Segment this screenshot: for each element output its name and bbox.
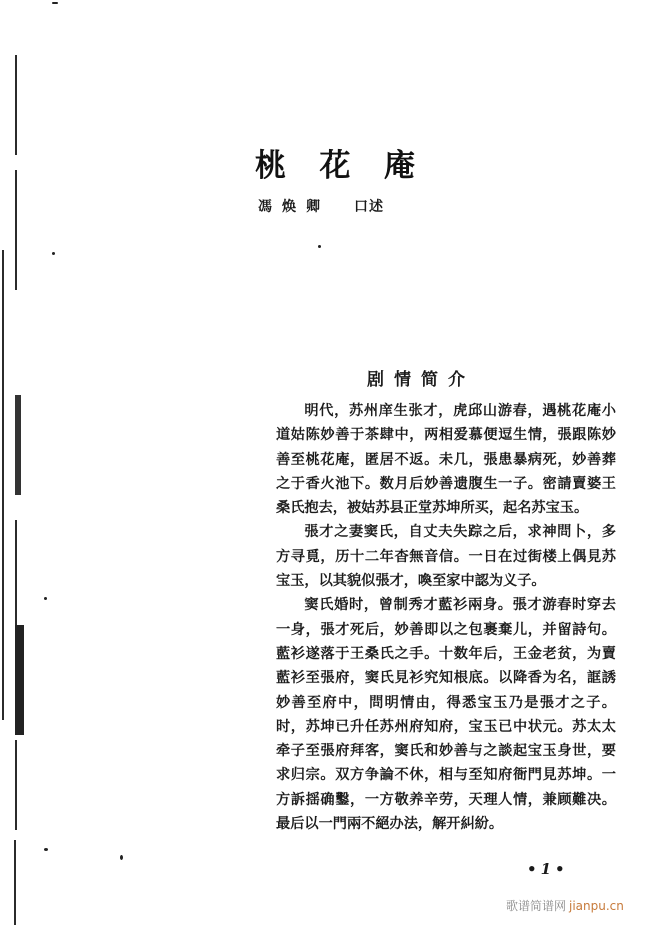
scan-binding-edge [15, 740, 17, 830]
paragraph: 張才之妻窦氏，自丈夫失踪之后，求神問卜，多方寻覓，历十二年杳無音信。一日在过街楼上偶見苏宝玉，以其貌似張才，喚至家中認为义子。 [276, 524, 616, 590]
section-heading: 剧情简介 [367, 370, 475, 390]
scan-binding-edge [15, 625, 24, 735]
scan-binding-edge [15, 170, 17, 290]
scan-binding-edge [15, 55, 17, 155]
page-number-value: 1 [540, 860, 556, 878]
scan-speck [52, 2, 58, 4]
title-char: 花 [319, 148, 351, 184]
paragraph: 窦氏婚时，曾制秀才藍衫兩身。張才游春时穿去一身，張才死后，妙善即以之包裹棄儿，并留詩句。藍衫遂落于王桑氏之手。十数年后，王金老贫，为賣藍衫至張府，窦氏見衫究知根底。以降香为名，誆誘妙善至府中，問明情由，得悉宝玉乃是張才之子。时，苏坤已升任苏州府知府，宝玉已中状元。苏太太牵子至張府拜客，窦氏和妙善与之談起宝玉身世，要求归宗。双方争論不休，相与至知府衙門見苏坤。一方訴揺确鑿，一方敬养辛劳，天理人情，兼顾難决。最后以一門兩不絕办法，解开糾紛。 [276, 597, 616, 833]
title-char: 桃 [255, 148, 286, 184]
watermark-site-name: 歌谱简谱网 [506, 899, 567, 913]
author-role: 口述 [354, 199, 384, 215]
watermark [506, 897, 624, 914]
title-char: 庵 [384, 148, 415, 184]
author-name: 馮焕卿 [258, 199, 330, 215]
scan-speck [44, 848, 48, 851]
author-line [258, 196, 384, 216]
scan-speck [318, 245, 321, 248]
scan-binding-edge [15, 520, 17, 630]
scan-speck [44, 597, 47, 600]
synopsis-body [276, 399, 616, 836]
scan-binding-edge [15, 395, 21, 495]
page-number: •1• [527, 860, 569, 878]
watermark-url: jianpu.cn [569, 899, 624, 913]
scan-speck [52, 252, 55, 255]
document-title [255, 140, 415, 185]
paragraph: 明代，苏州庠生张才，虎邱山游春，遇桃花庵小道姑陈妙善于茶肆中，两相爱慕便逗生情，張跟陈妙善至桃花庵，匿居不返。未几，張患暴病死，妙善葬之于香火池下。数月后妙善遗腹生一子。密請賣婆王桑氏抱去，被姑苏县正堂苏坤所买，起名苏宝玉。 [276, 403, 616, 517]
scan-binding-edge [2, 250, 4, 720]
scan-speck [120, 855, 123, 860]
scan-binding-edge [14, 840, 16, 925]
